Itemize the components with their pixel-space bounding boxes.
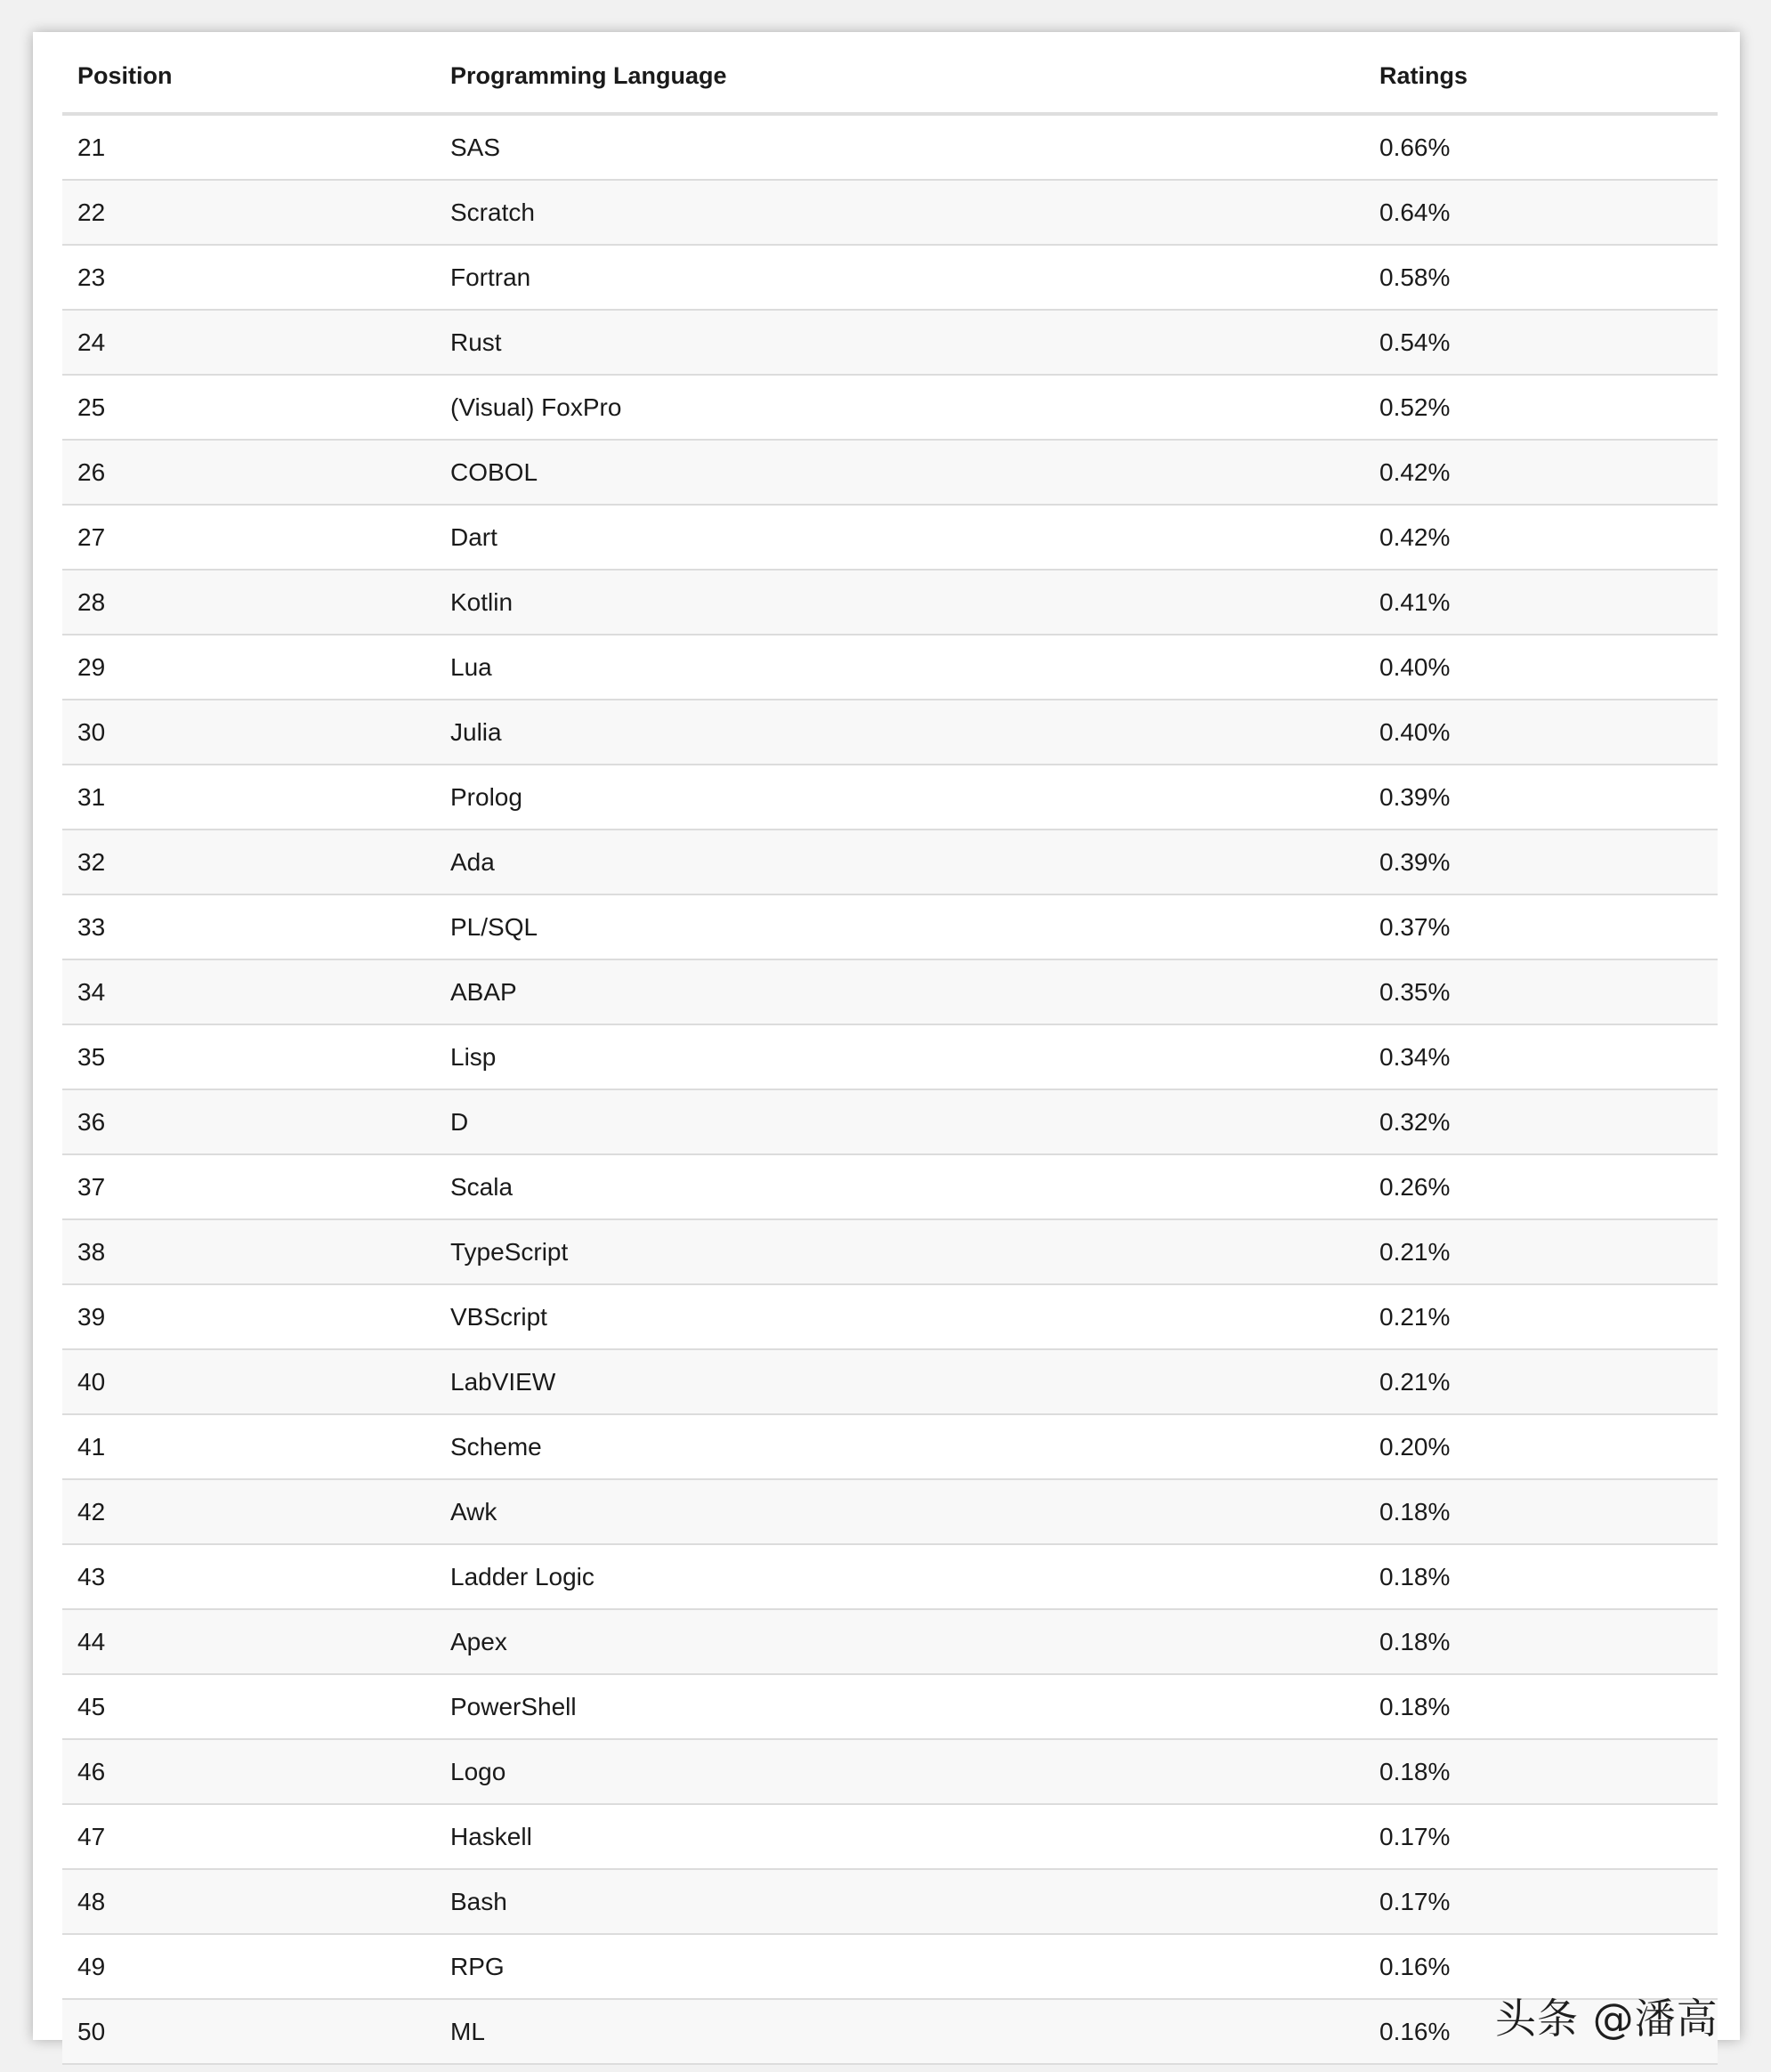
- table-row: [62, 1999, 1718, 2064]
- cell-language: SAS: [435, 114, 1364, 180]
- cell-position: 27: [62, 505, 435, 570]
- cell-position: 25: [62, 375, 435, 440]
- cell-position: 32: [62, 830, 435, 894]
- cell-position: 23: [62, 245, 435, 310]
- cell-language: Scratch: [435, 180, 1364, 245]
- table-row: [62, 1154, 1718, 1219]
- cell-rating: 0.32%: [1364, 1089, 1718, 1154]
- cell-language: TypeScript: [435, 1219, 1364, 1284]
- table-header: [62, 32, 1718, 114]
- table-row: [62, 1934, 1718, 1999]
- cell-language: Dart: [435, 505, 1364, 570]
- table-row: [62, 1284, 1718, 1349]
- cell-position: 42: [62, 1479, 435, 1544]
- watermark: 头条 @潘高: [1495, 1995, 1718, 2043]
- cell-rating: 0.39%: [1364, 765, 1718, 830]
- cell-language: VBScript: [435, 1284, 1364, 1349]
- cell-position: 29: [62, 635, 435, 700]
- cell-language: Lua: [435, 635, 1364, 700]
- table-row: [62, 310, 1718, 375]
- cell-rating: 0.18%: [1364, 1609, 1718, 1674]
- cell-language: (Visual) FoxPro: [435, 375, 1364, 440]
- cell-position: 22: [62, 180, 435, 245]
- cell-position: 24: [62, 310, 435, 375]
- table-row: [62, 1219, 1718, 1284]
- cell-language: Lisp: [435, 1024, 1364, 1089]
- table-row: [62, 245, 1718, 310]
- cell-rating: 0.26%: [1364, 1154, 1718, 1219]
- cell-rating: 0.58%: [1364, 245, 1718, 310]
- table-row: [62, 1739, 1718, 1804]
- header-position: Position: [62, 32, 435, 114]
- cell-language: Awk: [435, 1479, 1364, 1544]
- cell-position: 40: [62, 1349, 435, 1414]
- cell-position: 30: [62, 700, 435, 765]
- cell-language: Scala: [435, 1154, 1364, 1219]
- table-row: [62, 570, 1718, 635]
- cell-rating: 0.52%: [1364, 375, 1718, 440]
- header-row: [62, 32, 1718, 114]
- cell-position: 21: [62, 114, 435, 180]
- cell-rating: 0.54%: [1364, 310, 1718, 375]
- cell-language: Logo: [435, 1739, 1364, 1804]
- cell-position: 37: [62, 1154, 435, 1219]
- cell-position: 39: [62, 1284, 435, 1349]
- cell-language: ML: [435, 1999, 1364, 2064]
- cell-position: 31: [62, 765, 435, 830]
- table-row: [62, 635, 1718, 700]
- ranking-card: [33, 32, 1740, 2045]
- header-language: Programming Language: [435, 32, 1364, 114]
- cell-language: Kotlin: [435, 570, 1364, 635]
- cell-language: LabVIEW: [435, 1349, 1364, 1414]
- cell-rating: 0.21%: [1364, 1349, 1718, 1414]
- cell-rating: 0.18%: [1364, 1739, 1718, 1804]
- table-row: [62, 700, 1718, 765]
- cell-position: 45: [62, 1674, 435, 1739]
- cell-rating: 0.20%: [1364, 1414, 1718, 1479]
- table-row: [62, 765, 1718, 830]
- cell-language: Rust: [435, 310, 1364, 375]
- table-row: [62, 1544, 1718, 1609]
- cell-position: 47: [62, 1804, 435, 1869]
- cell-rating: 0.40%: [1364, 700, 1718, 765]
- cell-rating: 0.41%: [1364, 570, 1718, 635]
- cell-rating: 0.18%: [1364, 1544, 1718, 1609]
- table-row: [62, 1674, 1718, 1739]
- table-row: [62, 830, 1718, 894]
- cell-position: 35: [62, 1024, 435, 1089]
- cell-rating: 0.18%: [1364, 1479, 1718, 1544]
- cell-position: 26: [62, 440, 435, 505]
- table-row: [62, 1609, 1718, 1674]
- cell-language: PL/SQL: [435, 894, 1364, 959]
- table-row: [62, 894, 1718, 959]
- table-row: [62, 505, 1718, 570]
- table-row: [62, 180, 1718, 245]
- cell-language: Scheme: [435, 1414, 1364, 1479]
- cell-language: PowerShell: [435, 1674, 1364, 1739]
- cell-language: Apex: [435, 1609, 1364, 1674]
- cell-rating: 0.35%: [1364, 959, 1718, 1024]
- cell-rating: 0.16%: [1364, 1999, 1718, 2064]
- cell-language: Fortran: [435, 245, 1364, 310]
- cell-position: 36: [62, 1089, 435, 1154]
- language-ranking-table: [62, 32, 1718, 2065]
- cell-position: 46: [62, 1739, 435, 1804]
- table-row: [62, 440, 1718, 505]
- cell-language: ABAP: [435, 959, 1364, 1024]
- table-row: [62, 1869, 1718, 1934]
- cell-position: 38: [62, 1219, 435, 1284]
- cell-language: D: [435, 1089, 1364, 1154]
- cell-language: Bash: [435, 1869, 1364, 1934]
- cell-rating: 0.42%: [1364, 440, 1718, 505]
- cell-rating: 0.64%: [1364, 180, 1718, 245]
- cell-rating: 0.16%: [1364, 1934, 1718, 1999]
- cell-rating: 0.34%: [1364, 1024, 1718, 1089]
- cell-position: 41: [62, 1414, 435, 1479]
- table-row: [62, 114, 1718, 180]
- table-row: [62, 959, 1718, 1024]
- table-row: [62, 1089, 1718, 1154]
- cell-position: 43: [62, 1544, 435, 1609]
- cell-language: Julia: [435, 700, 1364, 765]
- cell-rating: 0.39%: [1364, 830, 1718, 894]
- cell-language: Prolog: [435, 765, 1364, 830]
- cell-position: 34: [62, 959, 435, 1024]
- cell-position: 44: [62, 1609, 435, 1674]
- cell-position: 48: [62, 1869, 435, 1934]
- cell-language: Ladder Logic: [435, 1544, 1364, 1609]
- cell-rating: 0.66%: [1364, 114, 1718, 180]
- cell-position: 33: [62, 894, 435, 959]
- cell-rating: 0.21%: [1364, 1219, 1718, 1284]
- cell-rating: 0.37%: [1364, 894, 1718, 959]
- table-row: [62, 1479, 1718, 1544]
- cell-language: Haskell: [435, 1804, 1364, 1869]
- cell-language: Ada: [435, 830, 1364, 894]
- cell-position: 28: [62, 570, 435, 635]
- cell-position: 49: [62, 1934, 435, 1999]
- cell-position: 50: [62, 1999, 435, 2064]
- table-body: [62, 114, 1718, 2064]
- table-row: [62, 1414, 1718, 1479]
- cell-rating: 0.42%: [1364, 505, 1718, 570]
- header-ratings: Ratings: [1364, 32, 1718, 114]
- cell-rating: 0.17%: [1364, 1804, 1718, 1869]
- table-row: [62, 1024, 1718, 1089]
- table-row: [62, 1804, 1718, 1869]
- cell-rating: 0.40%: [1364, 635, 1718, 700]
- table-row: [62, 375, 1718, 440]
- cell-rating: 0.21%: [1364, 1284, 1718, 1349]
- table-row: [62, 1349, 1718, 1414]
- cell-language: COBOL: [435, 440, 1364, 505]
- cell-language: RPG: [435, 1934, 1364, 1999]
- cell-rating: 0.18%: [1364, 1674, 1718, 1739]
- cell-rating: 0.17%: [1364, 1869, 1718, 1934]
